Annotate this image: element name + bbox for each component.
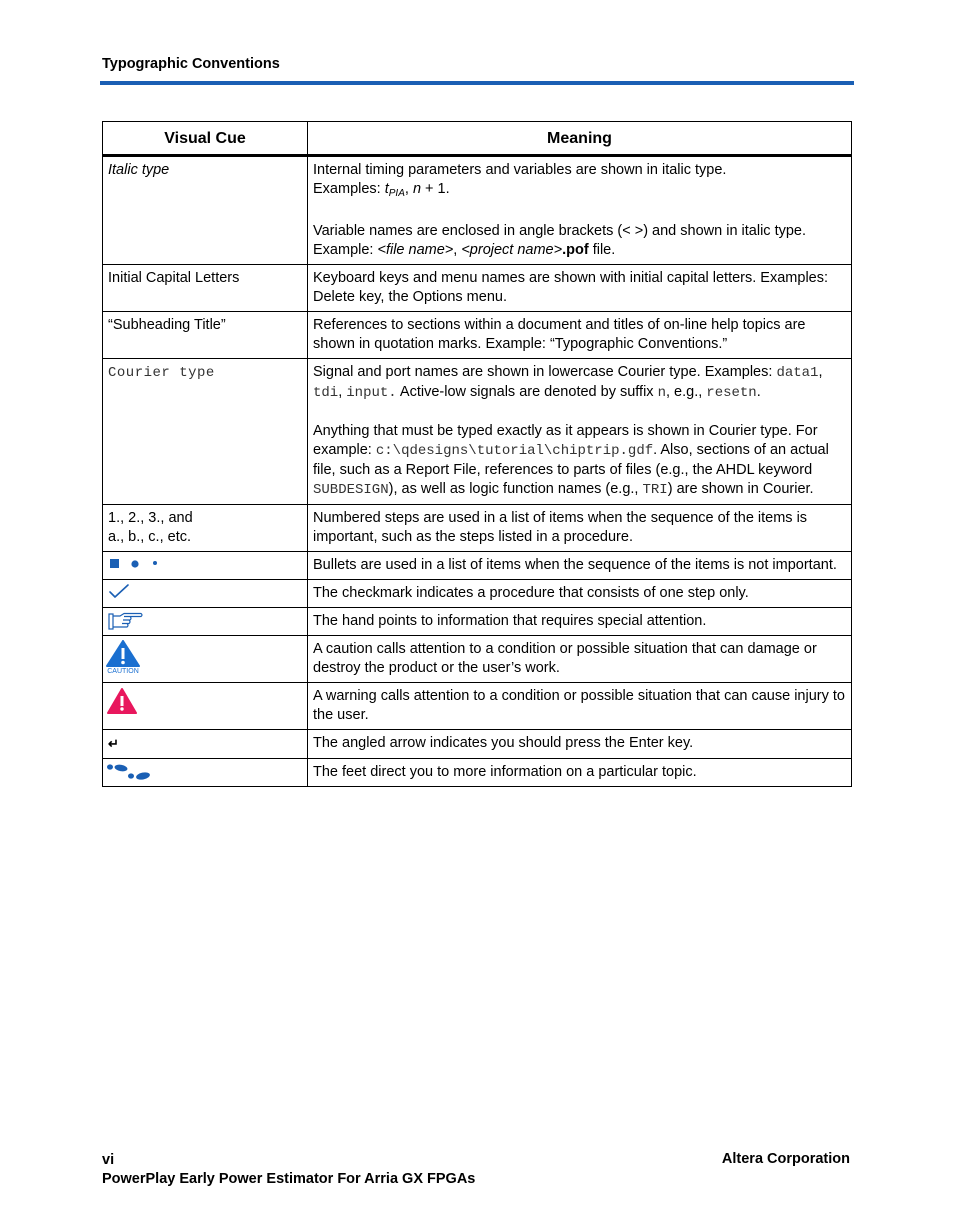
text-span: .pof xyxy=(562,242,589,258)
bullet-dot-icon xyxy=(153,561,157,565)
text-span: <file name> xyxy=(377,242,454,258)
text-span: Example: xyxy=(313,242,378,258)
meaning-hand: The hand points to information that requires special attention. xyxy=(308,608,852,636)
cue-bullets xyxy=(103,552,308,580)
text-span: n xyxy=(412,181,422,197)
page-header-title: Typographic Conventions xyxy=(102,56,280,72)
code-span: TRI xyxy=(642,482,668,498)
text-span: Examples: xyxy=(313,181,385,197)
enter-arrow-icon: ↵ xyxy=(108,736,119,751)
meaning-initial-caps: Keyboard keys and menu names are shown with initial capital letters. Examples: Delete key, the Options menu. xyxy=(308,265,852,312)
checkmark-icon xyxy=(108,584,132,600)
text-span: + 1. xyxy=(421,181,450,197)
table-row xyxy=(103,759,852,787)
text-span: <project name> xyxy=(461,242,563,258)
conventions-table xyxy=(102,121,852,787)
cue-numbered xyxy=(103,505,308,552)
table-row xyxy=(103,505,852,552)
courier-cue-text: Courier type xyxy=(108,365,215,381)
meaning-text xyxy=(313,180,846,203)
table-row xyxy=(103,552,852,580)
table-row xyxy=(103,156,852,265)
meaning-warning: A warning calls attention to a condition or possible situation that can cause injury to the user. xyxy=(308,683,852,730)
text-span: ), as well as logic function names (e.g., xyxy=(388,481,643,497)
text-span: , xyxy=(404,181,413,197)
meaning-italic xyxy=(308,156,852,265)
code-span: c:\qdesigns\tutorial\chiptrip.gdf xyxy=(375,443,654,459)
cue-arrow xyxy=(103,730,308,759)
feet-icon xyxy=(106,763,152,781)
code-span: data1 xyxy=(776,365,819,381)
spacer xyxy=(313,403,846,422)
cue-text: 1., 2., 3., and xyxy=(108,510,193,526)
code-span: tdi xyxy=(313,385,339,401)
bullet-symbols-icon xyxy=(108,556,168,572)
meaning-caution: A caution calls attention to a condition or possible situation that can damage or destroy the product or the user’s work. xyxy=(308,636,852,683)
table-row xyxy=(103,683,852,730)
table-row xyxy=(103,636,852,683)
meaning-text xyxy=(313,422,846,500)
meaning-bullets: Bullets are used in a list of items when the sequence of the items is not important. xyxy=(308,552,852,580)
caution-icon-label: CAUTION xyxy=(107,668,139,674)
table-row xyxy=(103,608,852,636)
text-span: Signal and port names are shown in lowercase Courier type. Examples: xyxy=(313,364,777,380)
meaning-courier xyxy=(308,359,852,505)
document-title: PowerPlay Early Power Estimator For Arria GX FPGAs xyxy=(102,1171,476,1187)
meaning-numbered: Numbered steps are used in a list of items when the sequence of the items is important, such as the steps listed in a procedure. xyxy=(308,505,852,552)
page-number: vi xyxy=(102,1152,115,1168)
code-span: n xyxy=(657,385,666,401)
cue-subheading: “Subheading Title” xyxy=(103,312,308,359)
cue-caution xyxy=(103,636,308,683)
meaning-subheading: References to sections within a document and titles of on-line help topics are shown in quotation marks. Example: “Typographic Conventions.” xyxy=(308,312,852,359)
cue-text: a., b., c., etc. xyxy=(108,529,192,545)
text-span: Anything that must be typed exactly as it appears is shown in Courier type. For example: xyxy=(313,423,818,458)
caution-icon xyxy=(105,640,141,674)
text-span: . Also, sections of an actual file, such as a Report File, references to parts of files (e.g., the AHDL keyword xyxy=(313,442,829,478)
hand-pointer-icon xyxy=(108,612,144,630)
bullet-square-icon xyxy=(110,559,119,568)
code-span: resetn xyxy=(706,385,757,401)
meaning-arrow: The angled arrow indicates you should press the Enter key. xyxy=(308,730,852,759)
cue-feet xyxy=(103,759,308,787)
cue-hand xyxy=(103,608,308,636)
cue-italic: Italic type xyxy=(103,156,308,265)
text-span: t xyxy=(384,181,389,197)
meaning-feet: The feet direct you to more information on a particular topic. xyxy=(308,759,852,787)
text-span: , e.g., xyxy=(665,384,707,400)
table-header-row xyxy=(103,122,852,156)
text-span: Active-low signals are denoted by suffix xyxy=(396,384,658,400)
cue-warning xyxy=(103,683,308,730)
text-span: , xyxy=(338,384,347,400)
table-row xyxy=(103,265,852,312)
cue-checkmark xyxy=(103,580,308,608)
table-row xyxy=(103,730,852,759)
cue-initial-caps: Initial Capital Letters xyxy=(103,265,308,312)
column-header-visual-cue: Visual Cue xyxy=(103,122,308,156)
meaning-text: Variable names are enclosed in angle brackets (< >) and shown in italic type. xyxy=(313,223,807,239)
code-span: SUBDESIGN xyxy=(313,482,389,498)
table-row xyxy=(103,359,852,505)
warning-icon xyxy=(106,687,138,715)
spacer xyxy=(313,203,846,222)
table-row xyxy=(103,312,852,359)
meaning-text xyxy=(313,241,846,260)
meaning-checkmark: The checkmark indicates a procedure that consists of one step only. xyxy=(308,580,852,608)
header-rule xyxy=(100,81,854,85)
meaning-text xyxy=(313,363,846,403)
bullet-dot-icon xyxy=(131,560,138,567)
cue-courier xyxy=(103,359,308,505)
company-name: Altera Corporation xyxy=(721,1151,850,1167)
code-span: input. xyxy=(346,385,397,401)
text-span: , xyxy=(818,364,823,380)
footer-left xyxy=(102,1151,475,1189)
subscript: PIA xyxy=(388,188,405,199)
text-span: file. xyxy=(588,242,616,258)
text-span: ) are shown in Courier. xyxy=(667,481,814,497)
text-span: . xyxy=(756,384,761,400)
meaning-text: Internal timing parameters and variables are shown in italic type. xyxy=(313,162,727,178)
column-header-meaning: Meaning xyxy=(308,122,852,156)
text-span: , xyxy=(453,242,462,258)
table-row xyxy=(103,580,852,608)
